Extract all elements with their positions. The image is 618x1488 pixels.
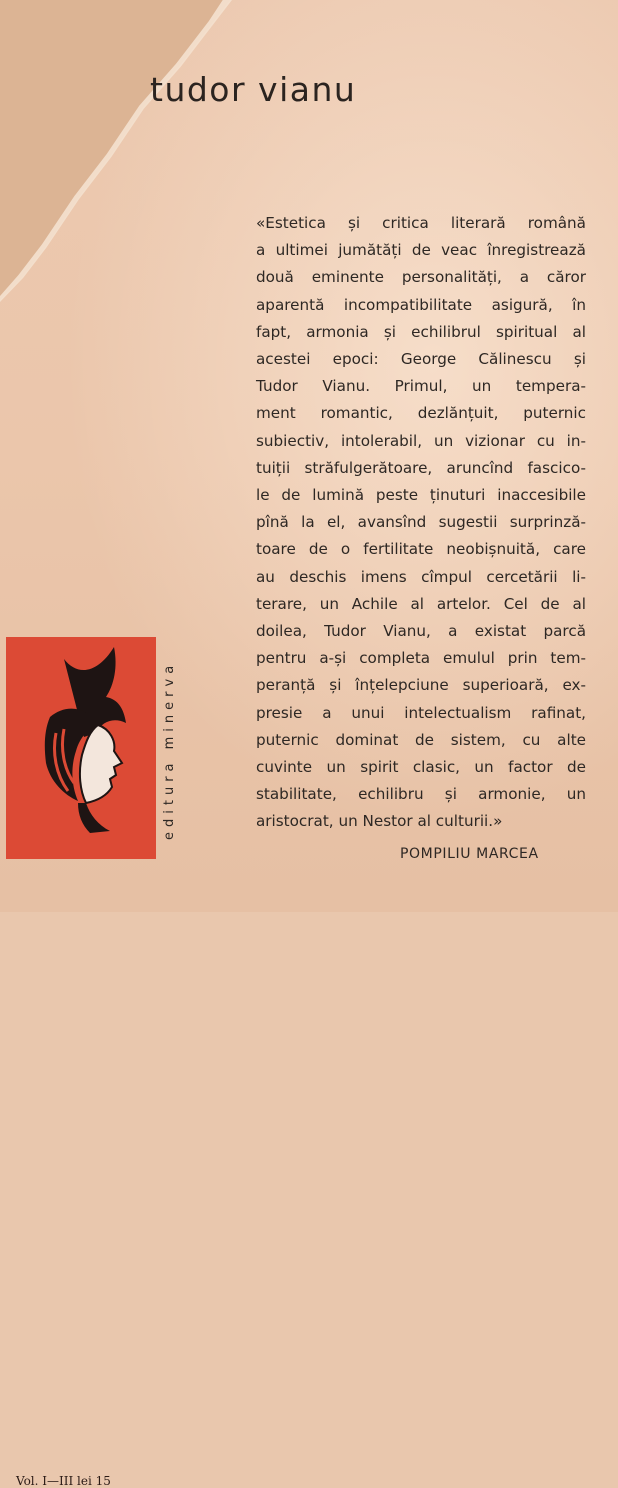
quote-line: terare, un Achile al artelor. Cel de al (256, 594, 586, 613)
quote-line: stabilitate, echilibru și armonie, un (256, 785, 586, 804)
publisher-name: editura minerva (162, 660, 177, 840)
quote-line: subiectiv, intolerabil, un vizionar cu in- (256, 431, 586, 450)
quote-line: pînă la el, avansînd sugestii surprinză- (256, 513, 586, 532)
author-name: tudor vianu (150, 70, 357, 109)
quote-line: tuiții străfulgerătoare, aruncînd fascico- (256, 458, 586, 477)
quote-line: au deschis imens cîmpul cercetării li- (256, 567, 586, 586)
quote-line: fapt, armonia și echilibrul spiritual al (256, 322, 586, 341)
quote-text (256, 210, 586, 836)
price-label: Vol. I—III lei 15 (16, 1474, 111, 1488)
quote-line: peranță și înțelepciune superioară, ex- (256, 676, 586, 695)
quote-line: două eminente personalități, a căror (256, 268, 586, 287)
minerva-helmet-profile-icon (6, 637, 156, 859)
quote-line: a ultimei jumătăți de veac înregistrează (256, 241, 586, 260)
quote-line: doilea, Tudor Vianu, a existat parcă (256, 622, 586, 641)
quote-line: le de lumină peste ținuturi inaccesibile (256, 486, 586, 505)
quote-line: ment romantic, dezlănțuit, puternic (256, 404, 586, 423)
quote-signature: POMPILIU MARCEA (400, 846, 539, 862)
publisher-emblem (6, 637, 156, 1488)
quote-line: pentru a-și completa emulul prin tem- (256, 649, 586, 668)
quote-line: puternic dominat de sistem, cu alte (256, 730, 586, 749)
quote-line: acestei epoci: George Călinescu și (256, 350, 586, 369)
quote-line: cuvinte un spirit clasic, un factor de (256, 758, 586, 777)
quote-line: presie a unui intelectualism rafinat, (256, 703, 586, 722)
quote-line: aparentă incompatibilitate asigură, în (256, 295, 586, 314)
quote-line: «Estetica și critica literară română (256, 214, 586, 232)
quote-line: aristocrat, un Nestor al culturii.» (256, 812, 503, 831)
quote-line: toare de o fertilitate neobișnuită, care (256, 540, 586, 559)
quote-line: Tudor Vianu. Primul, un tempera- (256, 377, 586, 396)
